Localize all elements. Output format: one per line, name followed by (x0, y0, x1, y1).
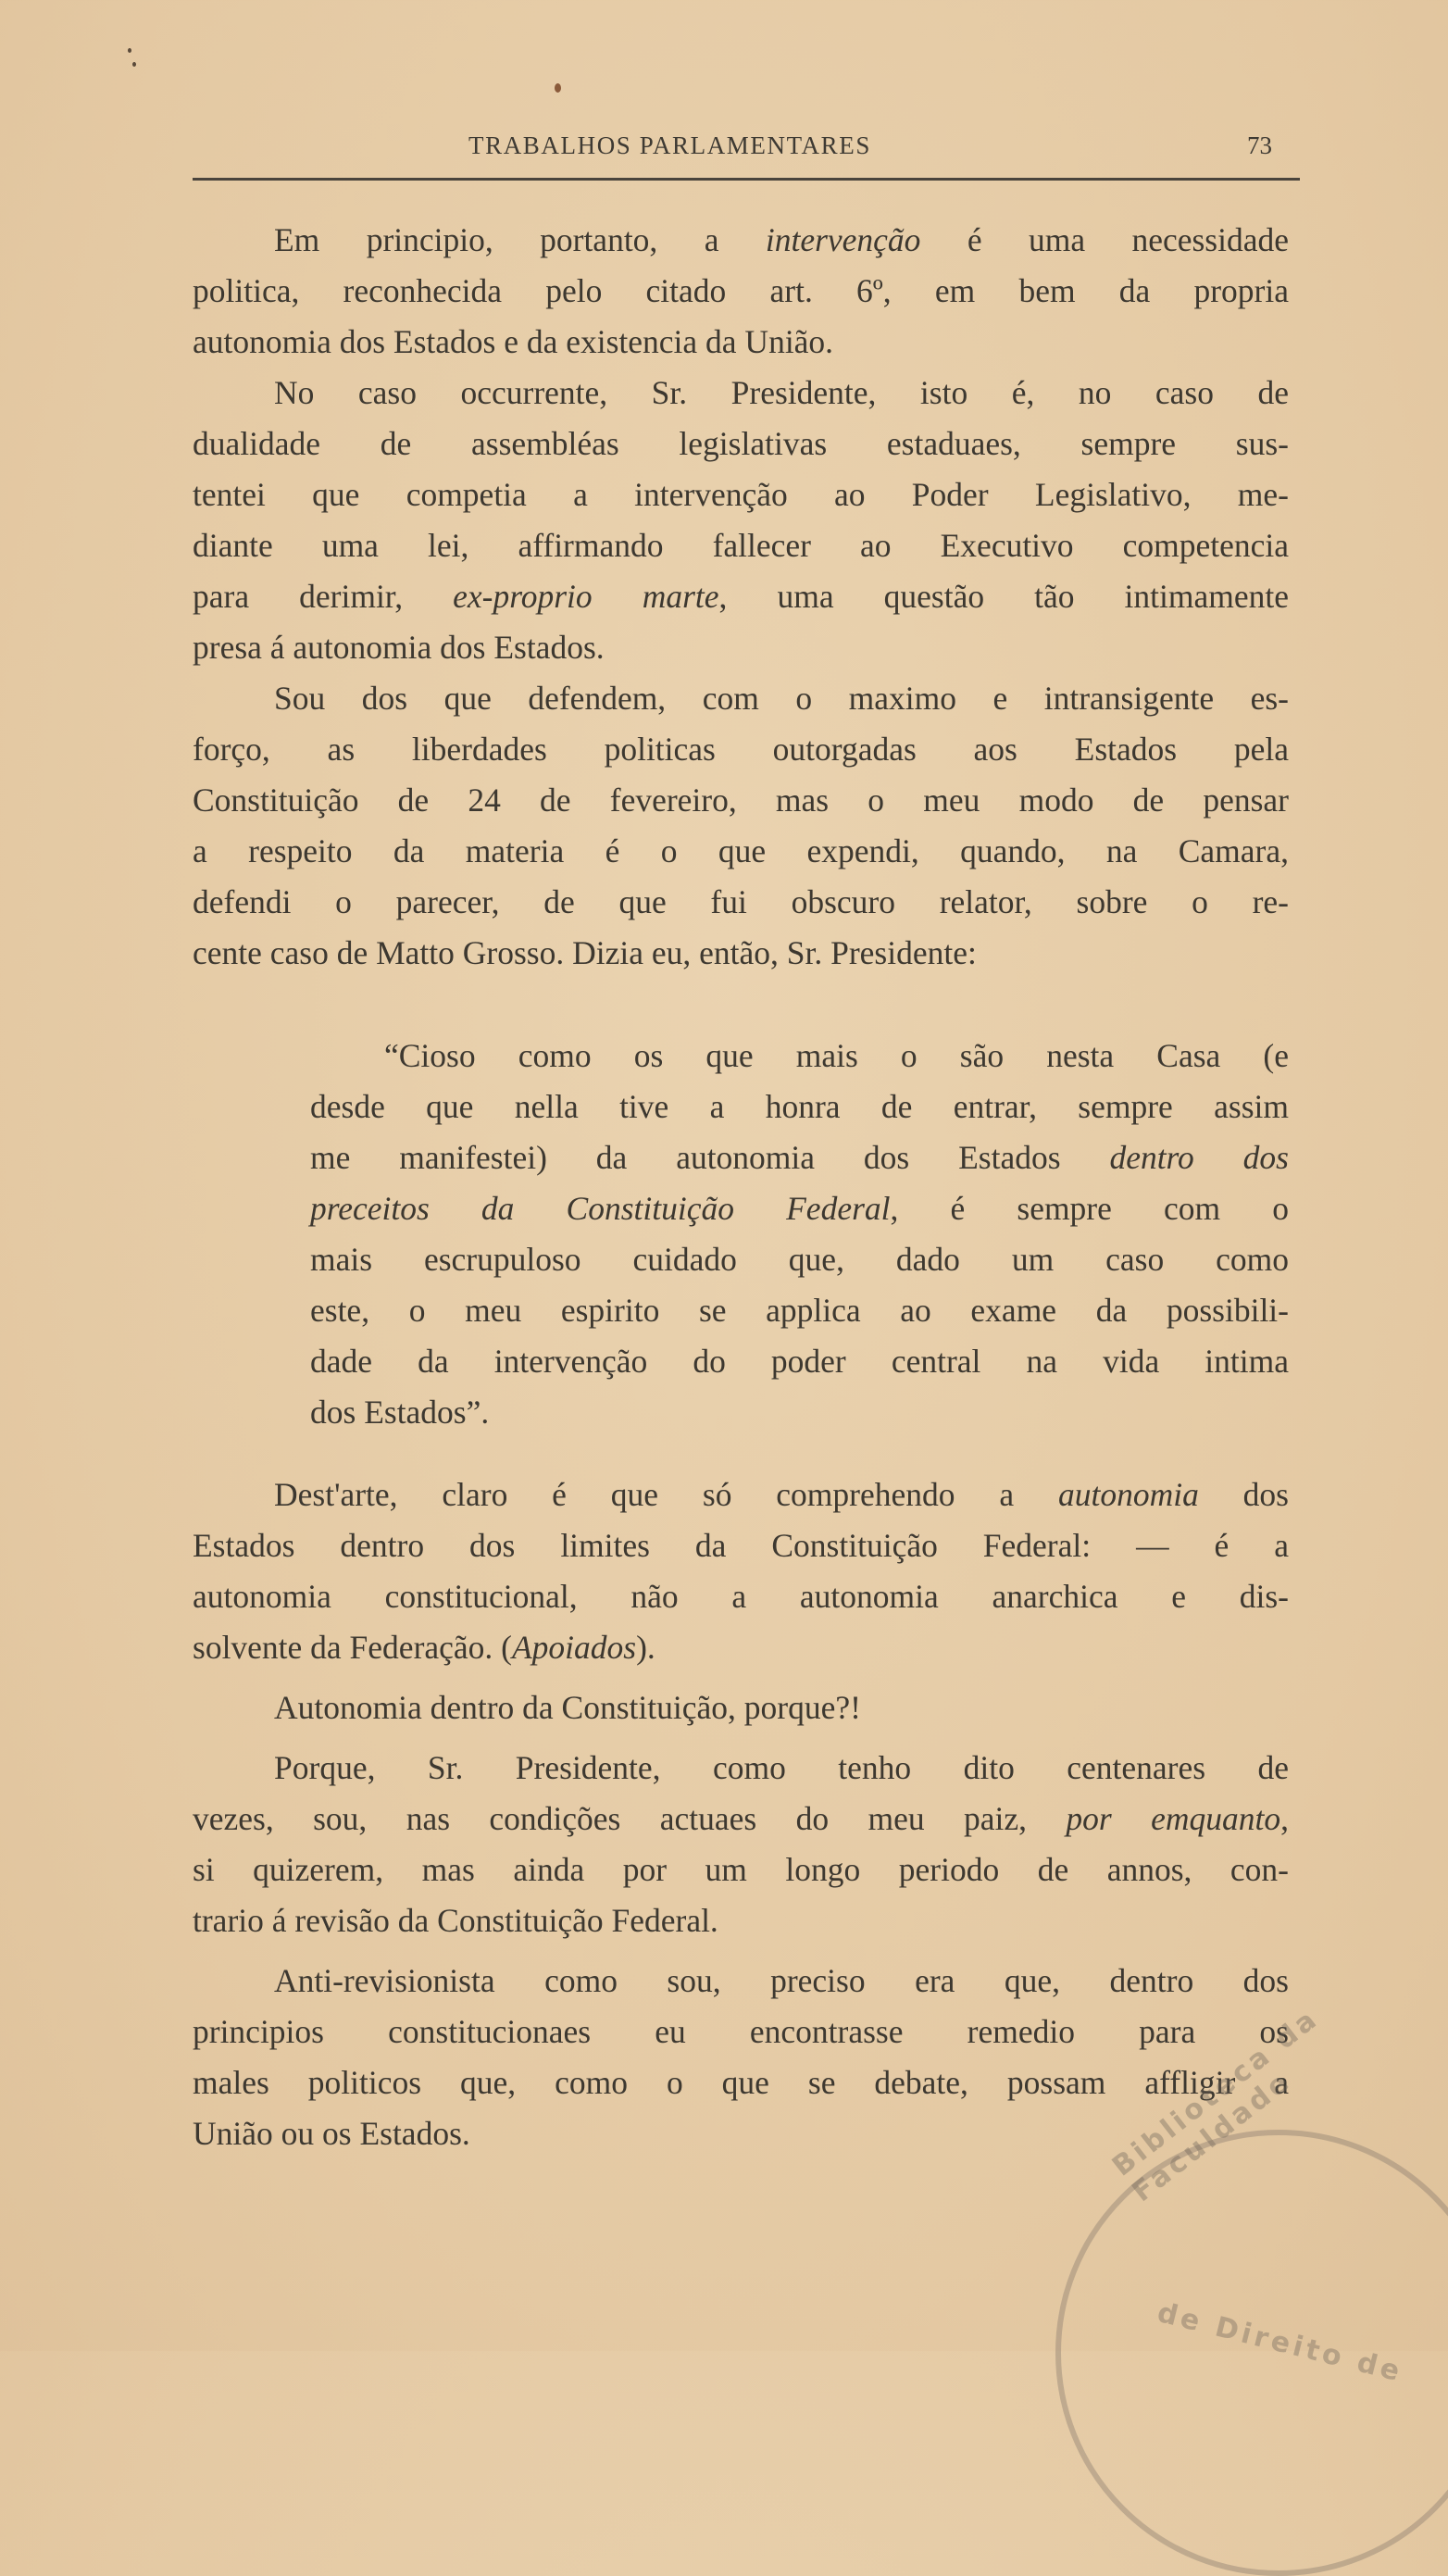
text-run: , uma questão tão intimamente (718, 578, 1289, 615)
text-line (310, 1132, 1289, 1183)
italic-text-run: dentro dos (1109, 1139, 1289, 1176)
text-run: defendi o parecer, de que fui obscuro relator, sobre o re- (193, 883, 1289, 920)
running-title: TRABALHOS PARLAMENTARES (468, 131, 871, 159)
italic-text-run: ex-proprio marte (453, 578, 719, 615)
text-run: presa á autonomia dos Estados. (193, 629, 605, 666)
text-line (193, 266, 1289, 317)
text-run: diante uma lei, affirmando fallecer ao Executivo competencia (193, 527, 1289, 564)
text-run: dade da intervenção do poder central na vida intima (310, 1343, 1289, 1380)
text-run: solvente da Federação. ( (193, 1629, 512, 1666)
paper-specks (126, 46, 141, 70)
stamp-text-inner: de Direito de (1154, 2296, 1407, 2389)
text-run: , é sempre com o (890, 1190, 1289, 1227)
text-line (193, 1520, 1289, 1571)
text-run: Em principio, portanto, a (274, 221, 766, 258)
text-line (193, 2057, 1289, 2108)
stamp-text-outer: Biblioteca da Faculdade (1106, 2002, 1326, 2209)
text-line (274, 1469, 1289, 1520)
text-line (310, 1387, 1289, 1438)
text-run: trario á revisão da Constituição Federal. (193, 1902, 718, 1939)
text-line (274, 215, 1289, 266)
text-run: Anti-revisionista como sou, preciso era que, dentro dos (274, 1962, 1289, 1999)
text-run: principios constitucionaes eu encontrasse remedio para os (193, 2013, 1289, 2050)
header-rule (193, 178, 1300, 181)
text-line (193, 775, 1289, 826)
text-run: este, o meu espirito se applica ao exame da possibili- (310, 1292, 1289, 1329)
text-line (193, 1571, 1289, 1622)
text-run: Sou dos que defendem, com o maximo e intransigente es- (274, 680, 1289, 717)
text-run: para derimir, (193, 578, 454, 615)
text-line (193, 571, 1289, 622)
text-line (193, 469, 1289, 520)
running-head (193, 130, 1291, 170)
text-run: politica, reconhecida pelo citado art. 6º, em bem da propria (193, 272, 1289, 309)
text-run: autonomia constitucional, não a autonomia anarchica e dis- (193, 1578, 1289, 1615)
text-run: cente caso de Matto Grosso. Dizia eu, então, Sr. Presidente: (193, 934, 977, 971)
text-run: é uma necessidade (920, 221, 1289, 258)
text-run: mais escrupuloso cuidado que, dado um caso como (310, 1241, 1289, 1278)
text-line (310, 1234, 1289, 1285)
text-run: União ou os Estados. (193, 2115, 470, 2152)
text-line (310, 1183, 1289, 1234)
text-run: No caso occurrente, Sr. Presidente, isto é, no caso de (274, 374, 1289, 411)
text-run: forço, as liberdades politicas outorgadas aos Estados pela (193, 731, 1289, 768)
text-line (193, 826, 1289, 877)
text-line (274, 368, 1289, 419)
text-line (193, 622, 1289, 673)
text-line (193, 419, 1289, 469)
text-line (310, 1285, 1289, 1336)
ink-spot (555, 83, 561, 93)
text-line (274, 1682, 1289, 1733)
text-run: dos Estados”. (310, 1394, 490, 1431)
text-line (274, 673, 1289, 724)
text-line (310, 1336, 1289, 1387)
italic-text-run: autonomia (1057, 1476, 1199, 1513)
text-line (274, 1743, 1289, 1794)
text-line (310, 1082, 1289, 1132)
text-run: desde que nella tive a honra de entrar, sempre assim (310, 1088, 1289, 1125)
italic-text-run: preceitos da Constituição Federal (310, 1190, 891, 1227)
text-run: Constituição de 24 de fevereiro, mas o meu modo de pensar (193, 782, 1289, 819)
text-line (274, 1956, 1289, 2007)
text-run: “Cioso como os que mais o são nesta Casa (e (384, 1037, 1289, 1074)
text-run: tentei que competia a intervenção ao Poder Legislativo, me- (193, 476, 1289, 513)
text-run: me manifestei) da autonomia dos Estados (310, 1139, 1110, 1176)
text-run: Autonomia dentro da Constituição, porque?! (274, 1689, 861, 1726)
text-line (384, 1031, 1289, 1082)
text-line (193, 1794, 1289, 1844)
text-run: dualidade de assembléas legislativas estaduaes, sempre sus- (193, 425, 1289, 462)
text-run: Estados dentro dos limites da Constituição Federal: — é a (193, 1527, 1289, 1564)
text-run: Porque, Sr. Presidente, como tenho dito centenares de (274, 1749, 1289, 1786)
page-number: 73 (1247, 131, 1272, 159)
text-line (193, 1895, 1289, 1946)
italic-text-run: por emquanto (1066, 1800, 1281, 1837)
text-run: , (1280, 1800, 1289, 1837)
text-run: a respeito da materia é o que expendi, quando, na Camara, (193, 832, 1289, 869)
text-run: si quizerem, mas ainda por um longo periodo de annos, con- (193, 1851, 1289, 1888)
text-run: autonomia dos Estados e da existencia da União. (193, 323, 834, 360)
text-line (193, 877, 1289, 928)
italic-text-run: Apoiados (511, 1629, 637, 1666)
text-run: Dest'arte, claro é que só comprehendo a (274, 1476, 1058, 1513)
text-line (193, 1622, 1289, 1673)
text-run: males politicos que, como o que se debate, possam affligir a (193, 2064, 1289, 2101)
text-line (193, 724, 1289, 775)
text-line (193, 2007, 1289, 2057)
text-run: ). (636, 1629, 655, 1666)
text-line (193, 1844, 1289, 1895)
text-run: vezes, sou, nas condições actuaes do meu paiz, (193, 1800, 1067, 1837)
italic-text-run: intervenção (765, 221, 921, 258)
text-line (193, 520, 1289, 571)
text-run: dos (1198, 1476, 1289, 1513)
text-line (193, 928, 1289, 979)
text-line (193, 317, 1289, 368)
